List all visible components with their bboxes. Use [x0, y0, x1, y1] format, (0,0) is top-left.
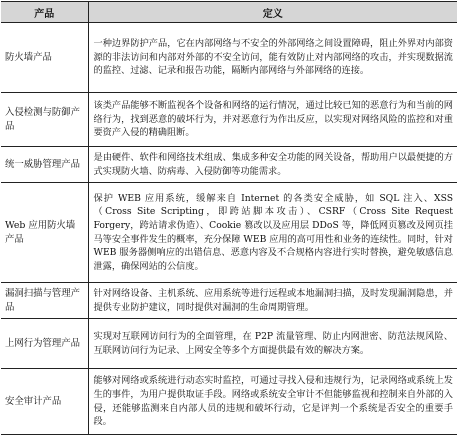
- table-row: [1, 319, 457, 369]
- table-row: [1, 283, 457, 319]
- product-name: 漏洞扫描与管理产品: [1, 283, 88, 319]
- table-row: [1, 93, 457, 147]
- header-definition: 定义: [88, 2, 457, 23]
- product-definition: 实现对互联网访问行为的全面管理，在 P2P 流量管理、防止内网泄密、防范法规风险、互联网访问行为记录、上网安全等多个方面提供最有效的解决方案。: [88, 319, 457, 369]
- product-definition: 是由硬件、软件和网络技术组成、集成多种安全功能的网关设备，帮助用户以最便捷的方式实现防火墙、防病毒、入侵防御等功能需求。: [88, 147, 457, 183]
- product-name: 统一威胁管理产品: [1, 147, 88, 183]
- product-name: 上网行为管理产品: [1, 319, 88, 369]
- table-header-row: [1, 2, 457, 23]
- product-definition-table-container: [1, 1, 457, 435]
- product-definition: 该类产品能够不断监视各个设备和网络的运行情况，通过比较已知的恶意行为和当前的网络行为，找到恶意的破坏行为，并对恶意行为作出反应，以实现对网络风险的监控和对重要资产入侵的精确阻断。: [88, 93, 457, 147]
- product-definition: 保护 WEB 应用系统，缓解来自 Internet 的各类安全威胁，如 SQL 注入、XSS（Cross Site Scripting，即跨站脚本攻击）、CSRF（Cross Site Request Forgery，跨站请求伪造）、Cookie 篡改以及应用层 DDoS 等，降低网页篡改及网页挂马等安全事件发生的概率，充分保障 WEB 应用的高可用性和业务的连续性。同时，针对 WEB 服务器侧响应的出错信息、恶意内容及不合规格内容进行实时替换，避免敏感信息泄露，确保网站的公信度。: [88, 183, 457, 283]
- table-row: [1, 23, 457, 93]
- header-product: 产品: [1, 2, 88, 23]
- product-definition: 能够对网络或系统进行动态实时监控，可通过寻找入侵和违规行为，记录网络或系统上发生的事件，为用户提供取证手段。网络或系统安全审计不但能够监视和控制来自外部的入侵，还能够监测来自内部人员的违规和破坏行动，它是评判一个系统是否安全的重要手段。: [88, 369, 457, 435]
- product-definition: 针对网络设备、主机系统、应用系统等进行远程或本地漏洞扫描，及时发现漏洞隐患，并提供专业防护建议，同时提供对漏洞的生命周期管理。: [88, 283, 457, 319]
- table-row: [1, 369, 457, 435]
- product-name: 安全审计产品: [1, 369, 88, 435]
- product-name: Web 应用防火墙产品: [1, 183, 88, 283]
- product-definition: 一种边界防护产品，它在内部网络与不安全的外部网络之间设置障碍，阻止外界对内部资源的非法访问和内部对外部的不安全访问，能有效防止对内部网络的攻击，并实现数据流的监控、过滤、记录和报告功能，隔断内部网络与外部网络的连接。: [88, 23, 457, 93]
- product-name: 防火墙产品: [1, 23, 88, 93]
- table-row: [1, 147, 457, 183]
- table-row: [1, 183, 457, 283]
- product-definition-table: [1, 1, 457, 435]
- product-name: 入侵检测与防御产品: [1, 93, 88, 147]
